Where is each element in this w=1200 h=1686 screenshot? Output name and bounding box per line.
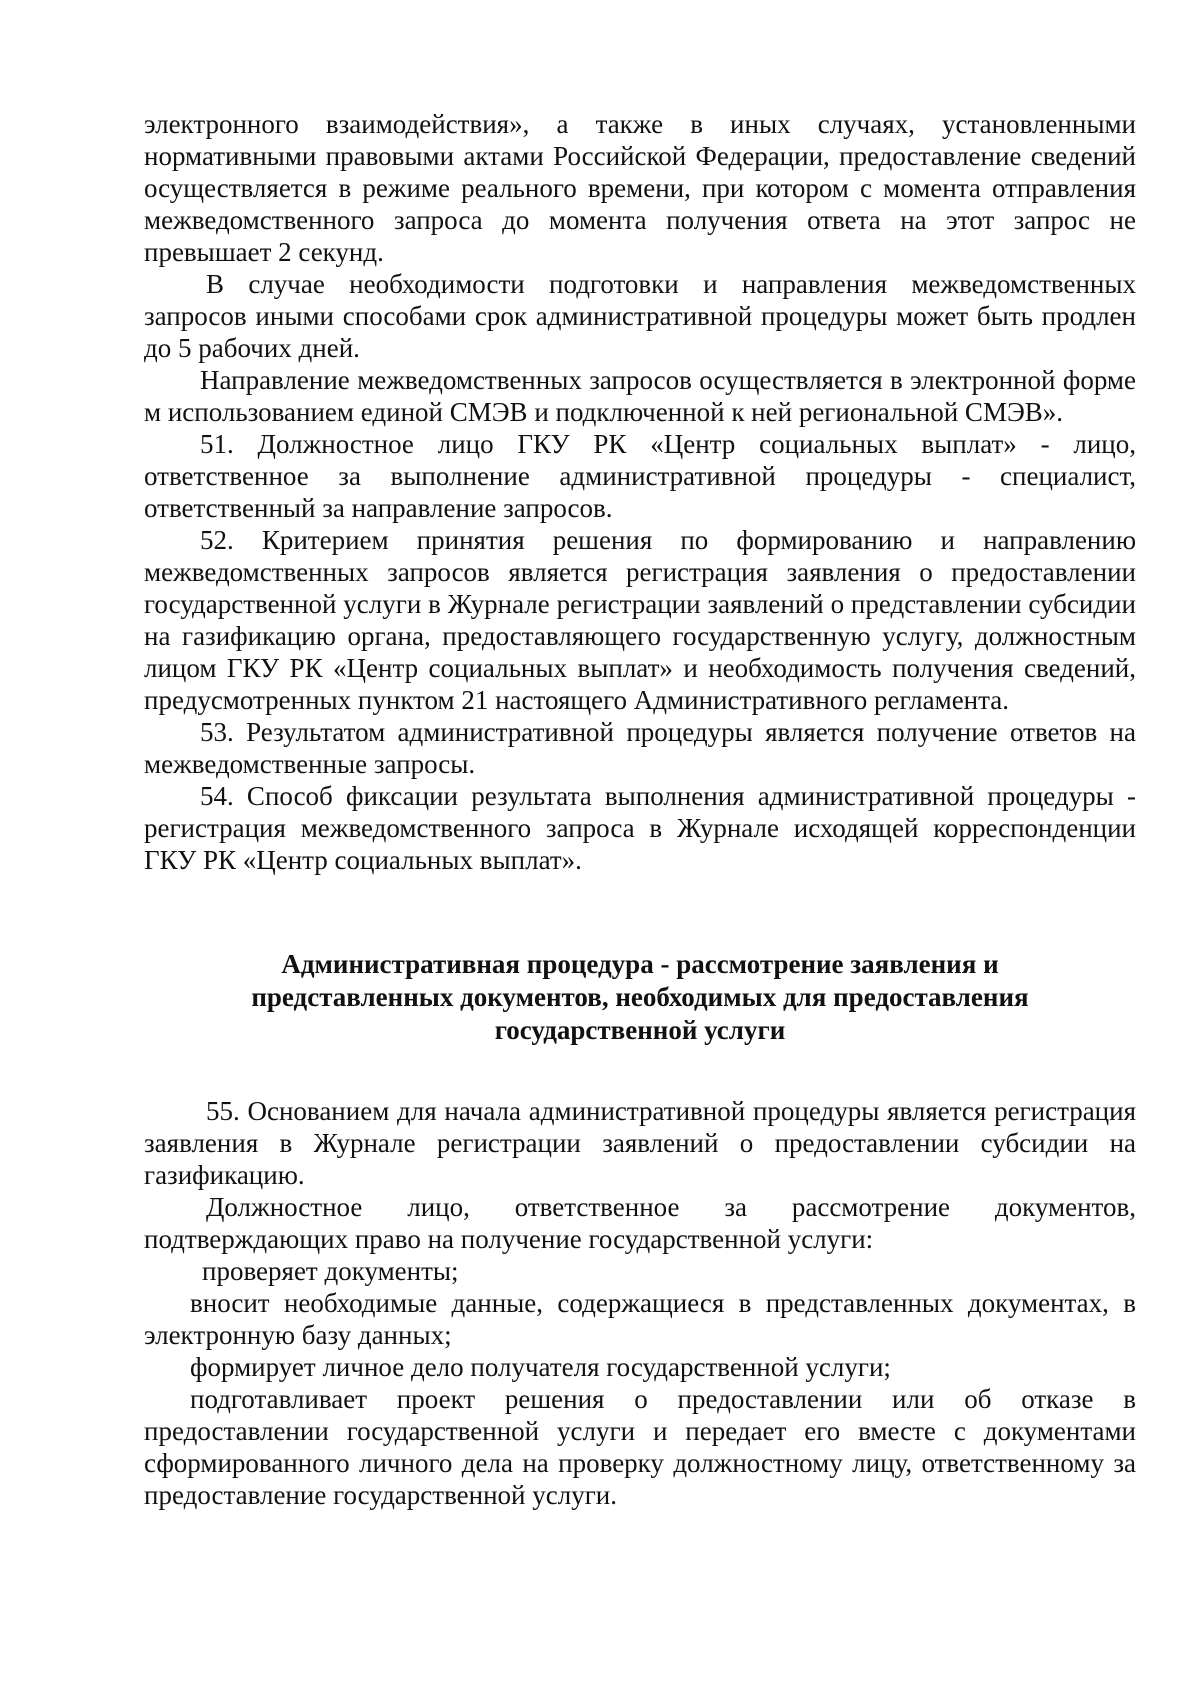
paragraph-continuation: электронного взаимодействия», а также в иных случаях, установленными нормативными правовыми актами Российской Федерации, предоставление сведений осуществляется в режиме реального времени, при котором с момента отправления межведомственного запроса до момента получения ответа на этот запрос не превышает 2 секунд. <box>144 109 1136 267</box>
list-item-enters-data: вносит необходимые данные, содержащиеся в представленных документах, в электронную базу данных; <box>144 1288 1136 1350</box>
paragraph-official-responsible: Должностное лицо, ответственное за рассмотрение документов, подтверждающих право на получение государственной услуги: <box>144 1192 1136 1254</box>
section-heading <box>144 948 1136 1047</box>
paragraph-extension-period: В случае необходимости подготовки и направления межведомственных запросов иными способами срок административной процедуры может быть продлен до 5 рабочих дней. <box>144 269 1136 363</box>
document-page <box>144 108 1136 1511</box>
paragraph-item-55: 55. Основанием для начала административной процедуры является регистрация заявления в Журнале регистрации заявлений о предоставлении субсидии на газификацию. <box>144 1096 1136 1190</box>
section-heading-line-2: представленных документов, необходимых для предоставления <box>251 982 1029 1012</box>
paragraph-item-52: 52. Критерием принятия решения по формированию и направлению межведомственных запросов является регистрация заявления о предоставлении государственной услуги в Журнале регистрации заявлений о представлении субсидии на газификацию органа, предоставляющего государственную услугу, должностным лицом ГКУ РК «Центр социальных выплат» и необходимость получения сведений, предусмотренных пунктом 21 настоящего Административного регламента. <box>144 525 1136 715</box>
list-item-checks-documents: проверяет документы; <box>202 1256 459 1286</box>
paragraph-item-54: 54. Способ фиксации результата выполнения административной процедуры - регистрация межведомственного запроса в Журнале исходящей корреспонденции ГКУ РК «Центр социальных выплат». <box>144 781 1136 875</box>
paragraph-item-53: 53. Результатом административной процедуры является получение ответов на межведомственные запросы. <box>144 717 1136 779</box>
section-heading-line-1: Административная процедура - рассмотрение заявления и <box>281 949 999 979</box>
paragraph-item-51: 51. Должностное лицо ГКУ РК «Центр социальных выплат» - лицо, ответственное за выполнение административной процедуры - специалист, ответственный за направление запросов. <box>144 429 1136 523</box>
list-item-prepares-decision: подготавливает проект решения о предоставлении или об отказе в предоставлении государственной услуги и передает его вместе с документами сформированного личного дела на проверку должностному лицу, ответственному за предоставление государственной услуги. <box>144 1384 1136 1510</box>
list-item-forms-file: формирует личное дело получателя государственной услуги; <box>190 1352 891 1382</box>
paragraph-electronic-form: Направление межведомственных запросов осуществляется в электронной форме м использованием единой СМЭВ и подключенной к ней региональной СМЭВ». <box>144 365 1136 427</box>
section-heading-line-3: государственной услуги <box>494 1015 786 1045</box>
